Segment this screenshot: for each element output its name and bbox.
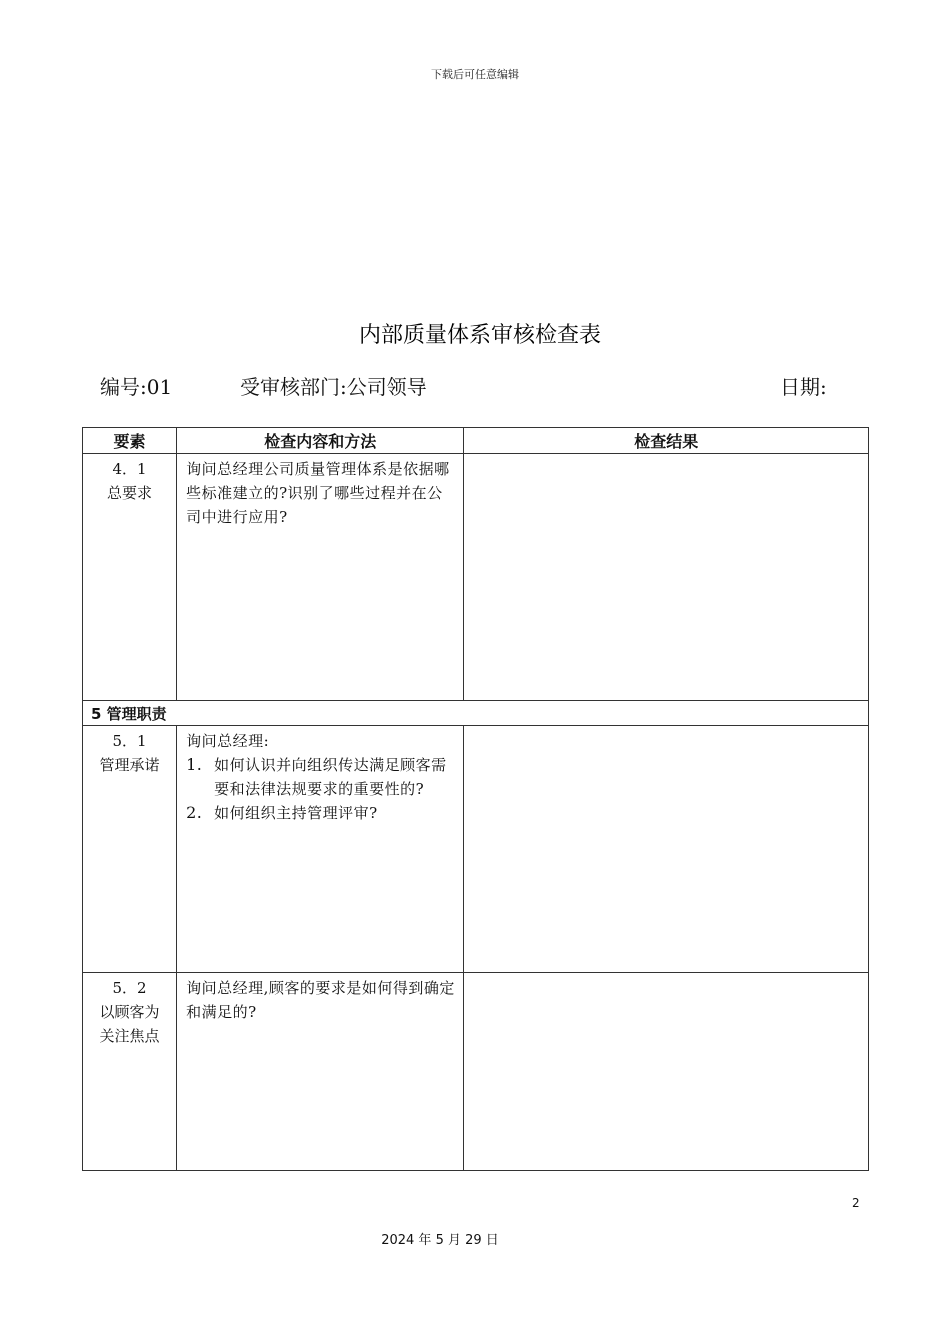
element-cell (83, 454, 177, 701)
check-content-cell: 询问总经理公司质量管理体系是依据哪些标准建立的?识别了哪些过程并在公司中进行应用? (177, 454, 464, 701)
list-text: 如何组织主持管理评审? (214, 804, 378, 822)
audited-department: 受审核部门:公司领导 (240, 375, 427, 399)
element-number: 4．1 (112, 460, 147, 478)
audit-checklist-table (82, 427, 869, 1171)
check-result-cell[interactable] (464, 454, 869, 701)
question-list (186, 753, 455, 825)
document-title: 内部质量体系审核检查表 (358, 323, 601, 348)
content-intro: 询问总经理: (186, 732, 270, 750)
page-number: 2 (852, 1196, 860, 1210)
element-cell (83, 973, 177, 1171)
list-number: 1. (186, 755, 203, 774)
check-content-cell (177, 726, 464, 973)
list-number: 2. (186, 803, 203, 822)
section-heading: 5 管理职责 (83, 701, 869, 726)
table-row (83, 726, 869, 973)
form-code: 编号:01 (100, 375, 173, 399)
list-text: 如何认识并向组织传达满足顾客需要和法律法规要求的重要性的? (214, 756, 447, 798)
date-label: 日期: (780, 375, 827, 399)
header-element: 要素 (83, 428, 177, 454)
element-name: 以顾客为关注焦点 (99, 1003, 160, 1045)
list-item (186, 801, 455, 825)
header-content-method: 检查内容和方法 (177, 428, 464, 454)
table-row (83, 454, 869, 701)
element-number: 5．1 (112, 732, 147, 750)
table-row (83, 973, 869, 1171)
header-note: 下载后可任意编辑 (431, 68, 519, 81)
check-result-cell[interactable] (464, 726, 869, 973)
section-row (83, 701, 869, 726)
check-result-cell[interactable] (464, 973, 869, 1171)
element-name: 管理承诺 (99, 756, 160, 774)
check-content-cell: 询问总经理,顾客的要求是如何得到确定和满足的? (177, 973, 464, 1171)
footer-date: 2024 年 5 月 29 日 (381, 1233, 499, 1248)
element-number: 5．2 (112, 979, 147, 997)
header-result: 检查结果 (464, 428, 869, 454)
list-item (186, 753, 455, 801)
table-header-row (83, 428, 869, 454)
element-cell (83, 726, 177, 973)
element-name: 总要求 (107, 484, 153, 502)
